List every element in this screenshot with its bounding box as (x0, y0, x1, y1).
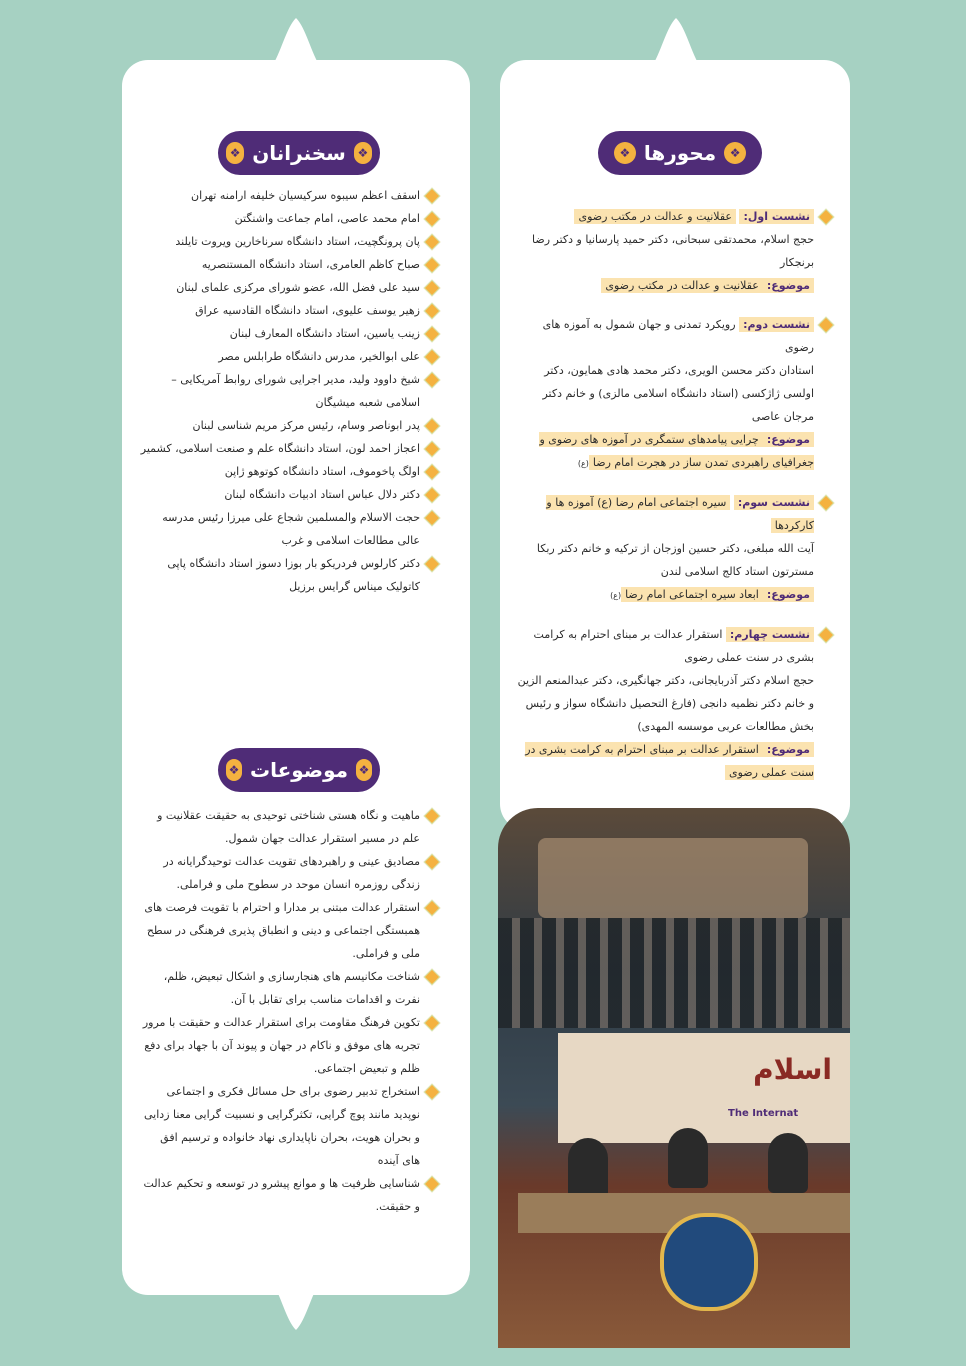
diamond-bullet-icon (818, 209, 835, 226)
diamond-bullet-icon (424, 900, 441, 917)
session-2 (514, 313, 832, 475)
diamond-bullet-icon (424, 188, 441, 205)
subject-label: موضوع: (763, 432, 814, 447)
ornament-icon: ❖ (354, 142, 372, 164)
diamond-bullet-icon (424, 326, 441, 343)
ornament-icon: ❖ (356, 759, 372, 781)
banner-text: اسلام (753, 1053, 832, 1086)
diamond-bullet-icon (424, 349, 441, 366)
diamond-bullet-icon (424, 1176, 441, 1193)
honorific: (ع) (610, 591, 622, 600)
list-item: زهیر یوسف علیوی، استاد دانشگاه القادسیه عراق (140, 299, 438, 322)
topics-title: موضوعات (249, 758, 349, 782)
subject-label: موضوع: (763, 278, 814, 293)
list-item: ماهیت و نگاه هستی شناختی توحیدی به حقیقت عقلانیت و علم در مسیر استقرار عدالت جهان شمول. (140, 804, 438, 850)
session-speakers: حجج اسلام، محمدتقی سبحانی، دکتر حمید پارسانیا و دکتر رضا برنجکار (532, 233, 814, 269)
diamond-bullet-icon (424, 854, 441, 871)
list-item: استخراج تدبیر رضوی برای حل مسائل فکری و اجتماعی نوپدید مانند پوچ گرایی، تکثرگرایی و نسبیت گرایی معنا زدایی و بحران هویت، بحران ناپایداری نهاد خانواده و ترسیم افق های آینده (140, 1080, 438, 1172)
ornament-icon: ❖ (226, 142, 244, 164)
list-item: اولگ پاخوموف، استاد دانشگاه کوتوهو ژاپن (140, 460, 438, 483)
topics-title-badge (218, 748, 380, 792)
list-item: صباح کاظم العامری، استاد دانشگاه المستنصریه (140, 253, 438, 276)
diamond-bullet-icon (424, 280, 441, 297)
axes-title-badge (598, 131, 762, 175)
session-subject: ابعاد سیره اجتماعی امام رضا (621, 587, 763, 602)
diamond-bullet-icon (424, 969, 441, 986)
list-item: شناخت مکانیسم های هنجارسازی و اشکال تبعیض، ظلم، نفرت و اقدامات مناسب برای تقابل با آن. (140, 965, 438, 1011)
list-item: دکتر کارلوس فردریکو بار بوزا دسوز استاد دانشگاه پاپی کاتولیک میناس گرایس برزیل (140, 552, 438, 598)
speakers-title-badge (218, 131, 380, 175)
session-label: نشست سوم: (734, 495, 814, 510)
diamond-bullet-icon (424, 257, 441, 274)
diamond-bullet-icon (424, 1015, 441, 1032)
hall-stage (538, 838, 808, 918)
speaker-figure (568, 1138, 608, 1198)
subject-label: موضوع: (763, 742, 814, 757)
session-subject: چرایی پیامدهای ستمگری در آموزه های رضوی و جغرافیای راهبردی تمدن ساز در هجرت امام رضا (539, 433, 814, 469)
diamond-bullet-icon (424, 418, 441, 435)
list-item: شیخ داوود ولید، مدیر اجرایی شورای روابط آمریکایی – اسلامی شعبه میشیگان (140, 368, 438, 414)
list-item: اسقف اعظم سیبوه سرکیسیان خلیفه ارامنه تهران (140, 184, 438, 207)
list-item: امام محمد عاصی، امام جماعت واشنگتن (140, 207, 438, 230)
diamond-bullet-icon (818, 627, 835, 644)
diamond-bullet-icon (424, 303, 441, 320)
speaker-figure (768, 1133, 808, 1193)
banner-subtext: The Internat (728, 1108, 799, 1119)
list-item: شناسایی ظرفیت ها و موانع پیشرو در توسعه و تحکیم عدالت و حقیقت. (140, 1172, 438, 1218)
topics-list (140, 804, 438, 1218)
diamond-bullet-icon (424, 464, 441, 481)
ornament-icon: ❖ (724, 142, 746, 164)
diamond-bullet-icon (424, 372, 441, 389)
diamond-bullet-icon (424, 487, 441, 504)
diamond-bullet-icon (818, 317, 835, 334)
list-item: زینب یاسین، استاد دانشگاه المعارف لبنان (140, 322, 438, 345)
session-title: عقلانیت و عدالت در مکتب رضوی (574, 209, 735, 224)
ornament-icon: ❖ (226, 759, 242, 781)
list-item: حجت الاسلام والمسلمین شجاع علی میرزا رئیس مدرسه عالی مطالعات اسلامی و غرب (140, 506, 438, 552)
conference-seal-logo (660, 1213, 758, 1311)
session-1 (514, 205, 832, 297)
session-title: استقرار عدالت بر مبنای احترام به کرامت بشری در سنت عملی رضوی (533, 628, 814, 664)
diamond-bullet-icon (424, 556, 441, 573)
list-item: پدر ابوناصر وسام، رئیس مرکز مریم شناسی لبنان (140, 414, 438, 437)
session-title: سیره اجتماعی امام رضا (ع) آموزه ها و کارکردها (546, 496, 814, 532)
list-item: مصادیق عینی و راهبردهای تقویت عدالت توحیدگرایانه در زندگی روزمره انسان موحد در سطوح ملی و فراملی. (140, 850, 438, 896)
session-subject: استقرار عدالت بر مبنای احترام به کرامت بشری در سنت عملی رضوی (525, 743, 814, 779)
session-label: نشست دوم: (739, 317, 814, 332)
session-speakers: استادان دکتر محسن الویری، دکتر محمد هادی همایون، دکتر اولسی ژاژکسی (استاد دانشگاه اسلامی مالزی) و خانم دکتر مرجان عاصی (542, 364, 814, 423)
session-speakers: آیت الله مبلغی، دکتر حسین اوزجان از ترکیه و خانم دکتر ربکا مسترتون استاد کالج اسلامی لندن (536, 542, 814, 578)
conference-banner (558, 1033, 850, 1143)
list-item: اعجاز احمد لون، استاد دانشگاه علم و صنعت اسلامی، کشمیر (140, 437, 438, 460)
session-label: نشست چهارم: (726, 627, 814, 642)
diamond-bullet-icon (424, 510, 441, 527)
session-3 (514, 491, 832, 607)
diamond-bullet-icon (424, 808, 441, 825)
axes-title: محورها (643, 141, 717, 165)
diamond-bullet-icon (424, 441, 441, 458)
session-4 (514, 623, 832, 784)
session-label: نشست اول: (739, 209, 814, 224)
audience (498, 918, 850, 1028)
speakers-title: سخنرانان (252, 141, 346, 165)
session-title: رویکرد تمدنی و جهان شمول به آموزه های رضوی (542, 318, 814, 354)
session-subject: عقلانیت و عدالت در مکتب رضوی (601, 278, 762, 293)
diamond-bullet-icon (424, 211, 441, 228)
diamond-bullet-icon (424, 234, 441, 251)
conference-photo (498, 808, 850, 1348)
speakers-list (140, 184, 438, 598)
list-item: استقرار عدالت مبتنی بر مدارا و احترام با تقویت فرصت های همبستگی اجتماعی و دینی و انطباق پذیری فرهنگی در سطح ملی و فراملی. (140, 896, 438, 965)
diamond-bullet-icon (818, 495, 835, 512)
subject-label: موضوع: (763, 587, 814, 602)
list-item: تکوین فرهنگ مقاومت برای استقرار عدالت و حقیقت با مرور تجربه های موفق و ناکام در جهان و پیوند آن با جهاد برای دفع ظلم و تبعیض اجتماعی. (140, 1011, 438, 1080)
ornament-icon: ❖ (614, 142, 636, 164)
list-item: پان پرونگچیت، استاد دانشگاه سرناخارین ویروت تایلند (140, 230, 438, 253)
diamond-bullet-icon (424, 1084, 441, 1101)
speaker-figure (668, 1128, 708, 1188)
list-item: علی ابوالخیر، مدرس دانشگاه طرابلس مصر (140, 345, 438, 368)
honorific: (ع) (577, 459, 589, 468)
axes-sessions (514, 205, 832, 800)
list-item: دکتر دلال عباس استاد ادبیات دانشگاه لبنان (140, 483, 438, 506)
list-item: سید علی فضل الله، عضو شورای مرکزی علمای لبنان (140, 276, 438, 299)
session-speakers: حجج اسلام دکتر آذربایجانی، دکتر جهانگیری، دکتر عبدالمنعم الزین و خانم دکتر نظمیه دانجی (فارغ التحصیل دانشگاه سواز و رئیس بخش مطالعات عربی موسسه المهدی) (517, 674, 814, 733)
